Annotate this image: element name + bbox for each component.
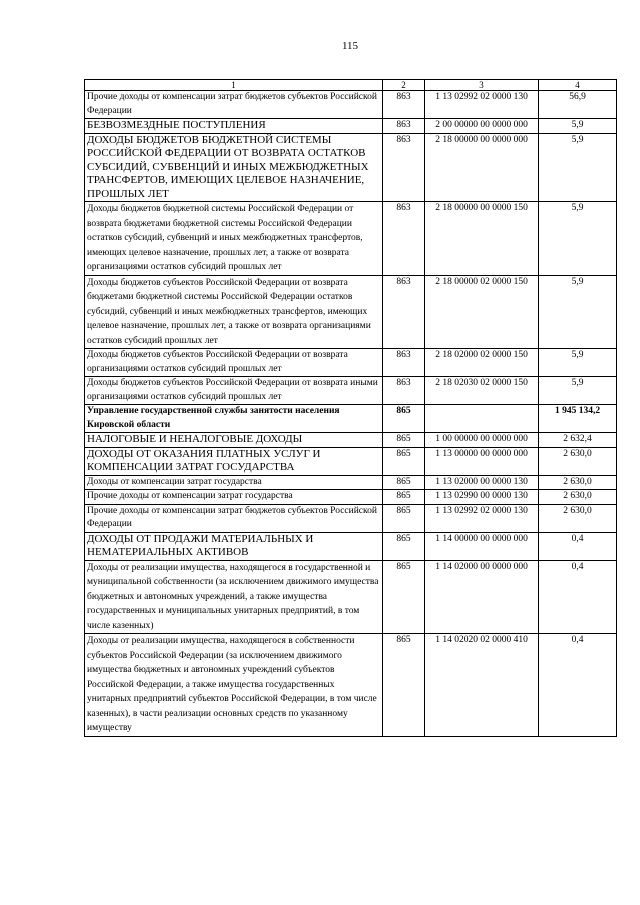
row-amount-cell: 5,9 (539, 275, 617, 349)
row-name-cell: Доходы от компенсации затрат государства (85, 475, 383, 490)
row-name-cell: Прочие доходы от компенсации затрат государства (85, 490, 383, 505)
row-amount-cell: 2 630,0 (539, 447, 617, 475)
row-amount-cell: 0,4 (539, 634, 617, 737)
row-name-cell: БЕЗВОЗМЕЗДНЫЕ ПОСТУПЛЕНИЯ (85, 119, 383, 134)
row-name-cell: Доходы бюджетов субъектов Российской Федерации от возврата иными организациями остатков субсидий прошлых лет (85, 377, 383, 405)
table-row (85, 405, 617, 433)
column-number-row (85, 80, 617, 91)
table-row (85, 532, 617, 560)
row-name-cell: Прочие доходы от компенсации затрат бюджетов субъектов Российской Федерации (85, 504, 383, 532)
row-admin-code-cell: 863 (383, 91, 425, 119)
row-budget-code-cell: 1 13 02992 02 0000 130 (425, 91, 539, 119)
row-budget-code-cell: 1 14 02000 00 0000 000 (425, 560, 539, 634)
row-admin-code-cell: 865 (383, 490, 425, 505)
table-row (85, 490, 617, 505)
row-admin-code-cell: 863 (383, 119, 425, 134)
row-name-cell: Доходы бюджетов бюджетной системы Российской Федерации от возврата бюджетами бюджетной системы Российской Федерации остатков субсидий, субвенций и иных межбюджетных трансфертов, имеющих целевое назначение, прошлых лет, а также от возврата организациями остатков субсидий прошлых лет (85, 202, 383, 276)
row-budget-code-cell: 2 18 02030 02 0000 150 (425, 377, 539, 405)
row-admin-code-cell: 863 (383, 133, 425, 202)
row-name-cell: НАЛОГОВЫЕ И НЕНАЛОГОВЫЕ ДОХОДЫ (85, 433, 383, 448)
column-number-code: 2 (383, 80, 425, 91)
revenue-table-body (85, 80, 617, 737)
row-name-cell: Доходы от реализации имущества, находящегося в государственной и муниципальной собственности (за исключением движимого имущества бюджетных и автономных учреждений, а также имущества государственных и муниципальных унитарных предприятий, в том числе казенных) (85, 560, 383, 634)
row-amount-cell: 2 630,0 (539, 490, 617, 505)
row-name-cell: ДОХОДЫ ОТ ОКАЗАНИЯ ПЛАТНЫХ УСЛУГ И КОМПЕНСАЦИИ ЗАТРАТ ГОСУДАРСТВА (85, 447, 383, 475)
row-amount-cell: 5,9 (539, 377, 617, 405)
table-row (85, 91, 617, 119)
row-amount-cell: 5,9 (539, 133, 617, 202)
revenue-table (84, 79, 617, 737)
row-amount-cell: 5,9 (539, 349, 617, 377)
row-admin-code-cell: 865 (383, 475, 425, 490)
row-budget-code-cell: 1 13 02992 02 0000 130 (425, 504, 539, 532)
row-admin-code-cell: 865 (383, 532, 425, 560)
row-amount-cell: 2 632,4 (539, 433, 617, 448)
row-name-cell: ДОХОДЫ ОТ ПРОДАЖИ МАТЕРИАЛЬНЫХ И НЕМАТЕРИАЛЬНЫХ АКТИВОВ (85, 532, 383, 560)
column-number-sum: 4 (539, 80, 617, 91)
page-number: 115 (341, 40, 359, 52)
row-admin-code-cell: 865 (383, 447, 425, 475)
row-budget-code-cell: 2 18 00000 00 0000 150 (425, 202, 539, 276)
row-budget-code-cell: 2 18 00000 00 0000 000 (425, 133, 539, 202)
table-row (85, 447, 617, 475)
table-row (85, 475, 617, 490)
table-row (85, 202, 617, 276)
row-name-cell: ДОХОДЫ БЮДЖЕТОВ БЮДЖЕТНОЙ СИСТЕМЫ РОССИЙСКОЙ ФЕДЕРАЦИИ ОТ ВОЗВРАТА ОСТАТКОВ СУБСИДИЙ, СУБВЕНЦИЙ И ИНЫХ МЕЖБЮДЖЕТНЫХ ТРАНСФЕРТОВ, ИМЕЮЩИХ ЦЕЛЕВОЕ НАЗНАЧЕНИЕ, ПРОШЛЫХ ЛЕТ (85, 133, 383, 202)
row-budget-code-cell: 1 13 02990 00 0000 130 (425, 490, 539, 505)
table-row (85, 349, 617, 377)
row-name-cell: Прочие доходы от компенсации затрат бюджетов субъектов Российской Федерации (85, 91, 383, 119)
row-budget-code-cell: 2 18 00000 02 0000 150 (425, 275, 539, 349)
row-budget-code-cell: 2 18 02000 02 0000 150 (425, 349, 539, 377)
row-amount-cell: 0,4 (539, 560, 617, 634)
row-amount-cell: 5,9 (539, 119, 617, 134)
row-name-cell: Доходы бюджетов субъектов Российской Федерации от возврата организациями остатков субсидий прошлых лет (85, 349, 383, 377)
row-name-cell: Доходы бюджетов субъектов Российской Федерации от возврата бюджетами бюджетной системы Российской Федерации остатков субсидий, субвенций и иных межбюджетных трансфертов, имеющих целевое назначение, прошлых лет, а также от возврата организациями остатков субсидий прошлых лет (85, 275, 383, 349)
row-amount-cell: 5,9 (539, 202, 617, 276)
table-row (85, 133, 617, 202)
column-number-name: 1 (85, 80, 383, 91)
row-name-cell: Управление государственной службы занятости населения Кировской области (85, 405, 383, 433)
table-row (85, 119, 617, 134)
row-budget-code-cell: 1 13 02000 00 0000 130 (425, 475, 539, 490)
row-budget-code-cell (425, 405, 539, 433)
row-amount-cell: 1 945 134,2 (539, 405, 617, 433)
row-budget-code-cell: 1 00 00000 00 0000 000 (425, 433, 539, 448)
table-row (85, 275, 617, 349)
row-amount-cell: 0,4 (539, 532, 617, 560)
row-name-cell: Доходы от реализации имущества, находящегося в собственности субъектов Российской Федерации (за исключением движимого имущества бюджетных и автономных учреждений субъектов Российской Федерации, а также имущества государственных унитарных предприятий субъектов Российской Федерации, в том числе казенных), в части реализации основных средств по указанному имуществу (85, 634, 383, 737)
row-budget-code-cell: 2 00 00000 00 0000 000 (425, 119, 539, 134)
row-admin-code-cell: 865 (383, 433, 425, 448)
table-row (85, 433, 617, 448)
row-admin-code-cell: 865 (383, 560, 425, 634)
row-admin-code-cell: 865 (383, 405, 425, 433)
row-amount-cell: 56,9 (539, 91, 617, 119)
table-row (85, 634, 617, 737)
revenue-table-container (84, 79, 617, 737)
column-number-kbk: 3 (425, 80, 539, 91)
table-row (85, 560, 617, 634)
row-admin-code-cell: 865 (383, 634, 425, 737)
row-admin-code-cell: 863 (383, 202, 425, 276)
table-row (85, 377, 617, 405)
row-admin-code-cell: 865 (383, 504, 425, 532)
row-admin-code-cell: 863 (383, 275, 425, 349)
row-amount-cell: 2 630,0 (539, 504, 617, 532)
row-admin-code-cell: 863 (383, 377, 425, 405)
row-admin-code-cell: 863 (383, 349, 425, 377)
row-budget-code-cell: 1 14 02020 02 0000 410 (425, 634, 539, 737)
row-budget-code-cell: 1 13 00000 00 0000 000 (425, 447, 539, 475)
row-amount-cell: 2 630,0 (539, 475, 617, 490)
row-budget-code-cell: 1 14 00000 00 0000 000 (425, 532, 539, 560)
table-row (85, 504, 617, 532)
